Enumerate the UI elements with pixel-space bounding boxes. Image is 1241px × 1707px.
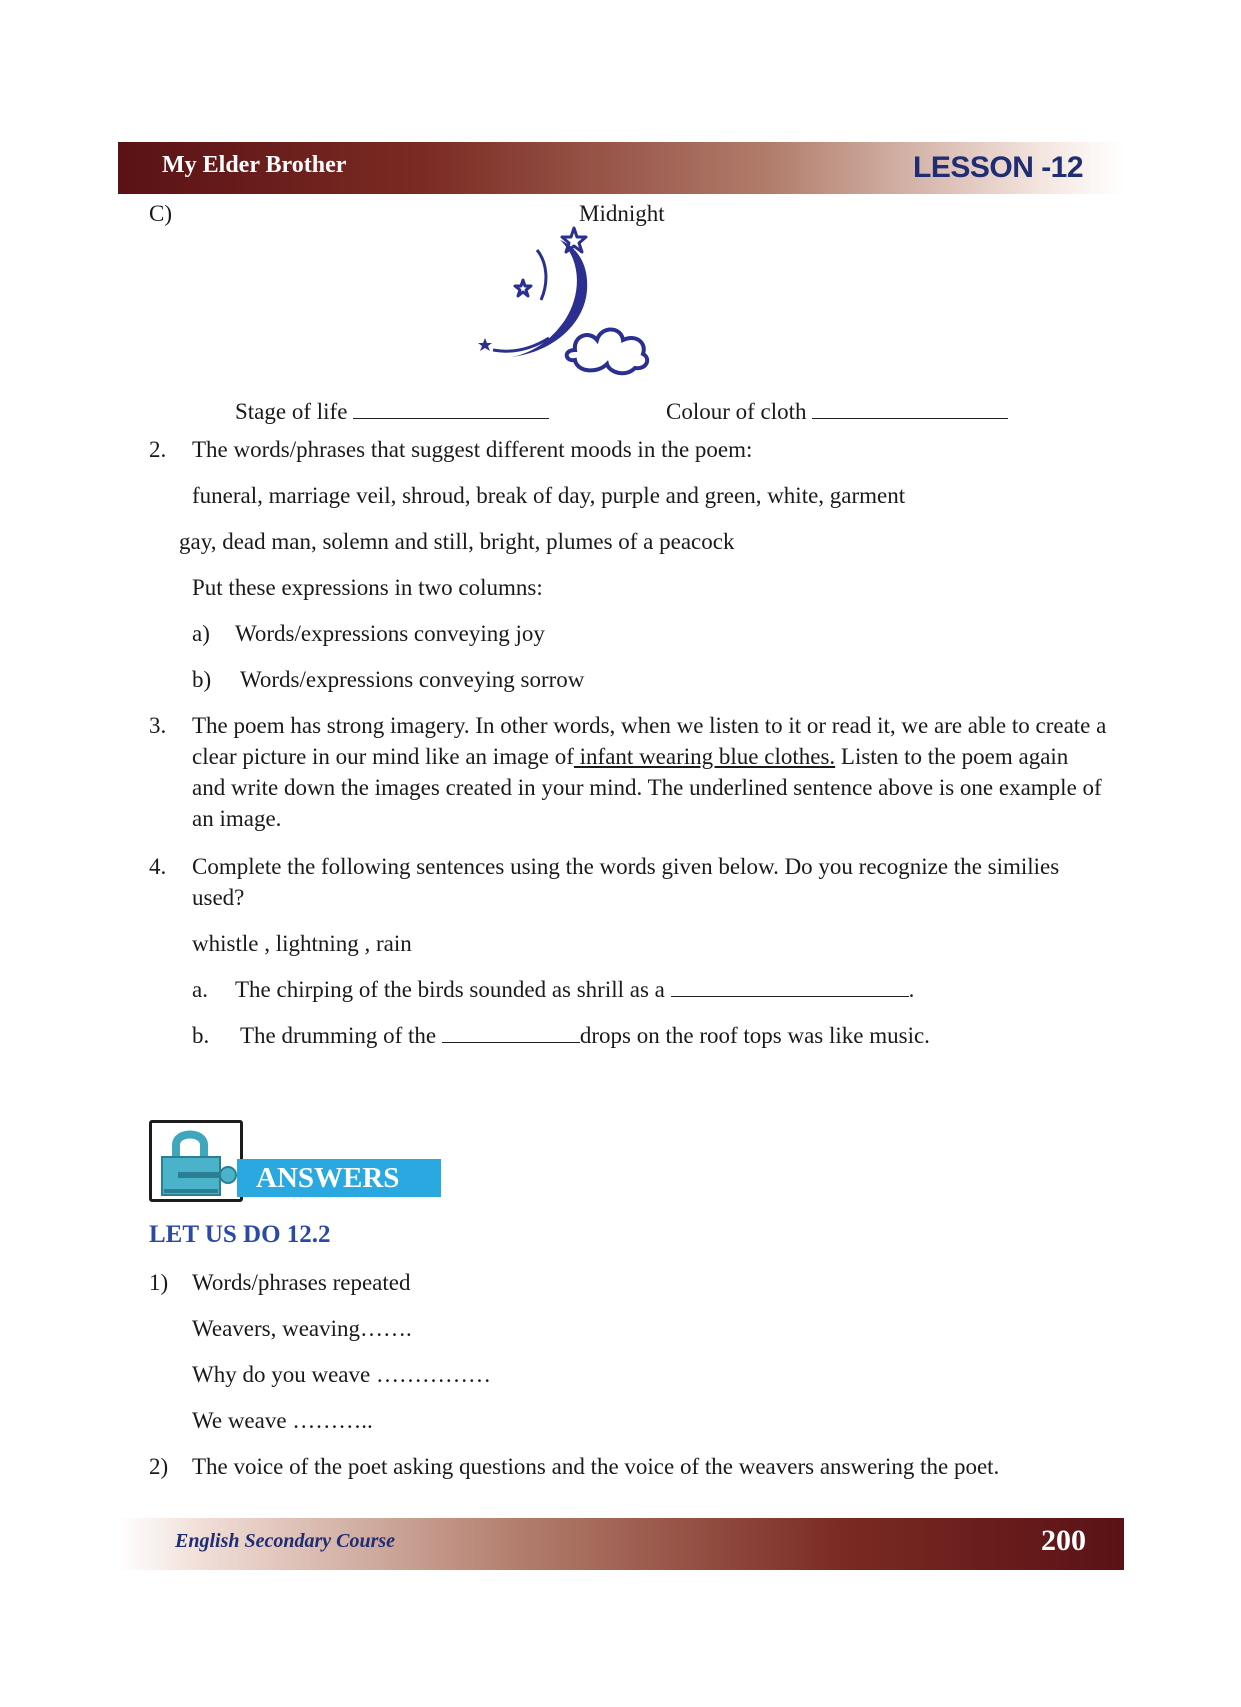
- q2-text: The words/phrases that suggest different moods in the poem:: [192, 437, 753, 462]
- answer2-number: 2): [149, 1454, 169, 1479]
- answers-heading: ANSWERS: [256, 1162, 400, 1194]
- q3-number: 3.: [149, 713, 167, 738]
- q3-text-before: The poem has strong imagery. In other words, when we listen to it or read it, we are able to create a clear picture in our mind like an image of: [192, 713, 1107, 769]
- q3-underlined-example: infant wearing blue clothes.: [573, 744, 836, 769]
- q2-a-text: Words/expressions conveying joy: [235, 621, 545, 646]
- section-c-marker: C): [149, 201, 172, 226]
- q2-instruction: Put these expressions in two columns:: [192, 575, 543, 600]
- q4-a-text: The chirping of the birds sounded as shrill as a: [235, 977, 665, 1002]
- q2-number: 2.: [149, 437, 167, 462]
- q4-a-blank[interactable]: [671, 994, 909, 997]
- colour-of-cloth-blank[interactable]: [812, 416, 1008, 419]
- q4-a-period: .: [908, 977, 915, 1002]
- q2-words-line1: funeral, marriage veil, shroud, break of day, purple and green, white, garment: [192, 483, 906, 508]
- q4-b-text-after: drops on the roof tops was like music.: [579, 1023, 930, 1048]
- q3-paragraph: [192, 710, 1107, 834]
- lock-icon-frame: [149, 1120, 243, 1202]
- q2-a-marker: a): [192, 621, 210, 646]
- chapter-title: My Elder Brother: [162, 152, 347, 178]
- q4-b-blank[interactable]: [442, 1040, 580, 1043]
- q4-b-row: [240, 1020, 930, 1051]
- page-number: 200: [1041, 1524, 1086, 1557]
- answer1-line2: Why do you weave ……………: [192, 1362, 491, 1387]
- q3-text-after: Listen to the poem again and write down the images created in your mind. The underlined sentence above is one example of an image.: [192, 744, 1102, 831]
- q2-b-marker: b): [192, 667, 212, 692]
- colour-of-cloth-row: [666, 396, 1008, 427]
- stage-of-life-blank[interactable]: [353, 416, 549, 419]
- stage-of-life-row: [235, 396, 549, 427]
- image-caption: Midnight: [579, 201, 665, 226]
- q2-words-line2: gay, dead man, solemn and still, bright, plumes of a peacock: [179, 529, 735, 554]
- section-heading: LET US DO 12.2: [149, 1221, 331, 1248]
- q4-text: Complete the following sentences using the words given below. Do you recognize the similies used?: [192, 854, 1060, 910]
- lesson-number: LESSON -12: [913, 151, 1084, 184]
- padlock-icon: [152, 1123, 240, 1199]
- colour-of-cloth-label: Colour of cloth: [666, 399, 807, 424]
- answer1-number: 1): [149, 1270, 169, 1295]
- answer1-line1: Weavers, weaving…….: [192, 1316, 412, 1341]
- crescent-moon-icon: [475, 222, 675, 387]
- answer1-text: Words/phrases repeated: [192, 1270, 411, 1295]
- q4-a-row: [235, 974, 914, 1005]
- course-name: English Secondary Course: [175, 1530, 396, 1552]
- stage-of-life-label: Stage of life: [235, 399, 348, 424]
- answer1-line3: We weave ………..: [192, 1408, 373, 1433]
- q4-word-bank: whistle , lightning , rain: [192, 931, 412, 956]
- answer2-text: The voice of the poet asking questions and the voice of the weavers answering the poet.: [192, 1454, 1000, 1479]
- q4-b-text-before: The drumming of the: [240, 1023, 437, 1048]
- q4-number: 4.: [149, 854, 167, 879]
- q4-a-marker: a.: [192, 977, 208, 1002]
- q4-b-marker: b.: [192, 1023, 210, 1048]
- q2-b-text: Words/expressions conveying sorrow: [240, 667, 585, 692]
